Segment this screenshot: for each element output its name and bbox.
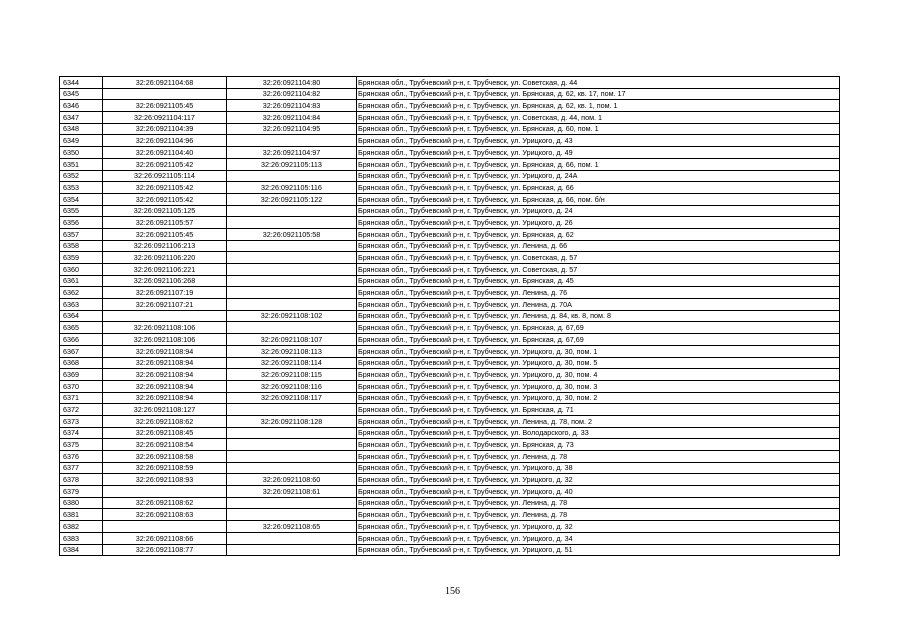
address-cell: Брянская обл., Трубчевский р-н, г. Трубчевск, ул. Ленина, д. 78 xyxy=(357,509,840,521)
row-number-cell: 6351 xyxy=(60,158,103,170)
address-cell: Брянская обл., Трубчевский р-н, г. Трубчевск, ул. Урицкого, д. 30, пом. 2 xyxy=(357,392,840,404)
object-cadastral-number-cell: 32:26:0921104:84 xyxy=(227,112,357,124)
row-number-cell: 6383 xyxy=(60,532,103,544)
row-number-cell: 6374 xyxy=(60,427,103,439)
cadastral-number-cell: 32:26:0921108:127 xyxy=(103,404,227,416)
table-row xyxy=(60,275,840,287)
table-row xyxy=(60,544,840,556)
object-cadastral-number-cell: 32:26:0921108:117 xyxy=(227,392,357,404)
cadastral-number-cell: 32:26:0921107:19 xyxy=(103,287,227,299)
table-row xyxy=(60,112,840,124)
cadastral-number-cell: 32:26:0921106:221 xyxy=(103,264,227,276)
row-number-cell: 6380 xyxy=(60,497,103,509)
object-cadastral-number-cell xyxy=(227,497,357,509)
cadastral-number-cell: 32:26:0921108:66 xyxy=(103,532,227,544)
object-cadastral-number-cell: 32:26:0921104:95 xyxy=(227,123,357,135)
row-number-cell: 6359 xyxy=(60,252,103,264)
address-cell: Брянская обл., Трубчевский р-н, г. Трубчевск, ул. Ленина, д. 78 xyxy=(357,451,840,463)
cadastral-number-cell: 32:26:0921104:96 xyxy=(103,135,227,147)
cadastral-number-cell: 32:26:0921105:114 xyxy=(103,170,227,182)
row-number-cell: 6344 xyxy=(60,77,103,89)
row-number-cell: 6366 xyxy=(60,334,103,346)
address-cell: Брянская обл., Трубчевский р-н, г. Трубчевск, ул. Урицкого, д. 51 xyxy=(357,544,840,556)
object-cadastral-number-cell xyxy=(227,240,357,252)
address-cell: Брянская обл., Трубчевский р-н, г. Трубчевск, ул. Урицкого, д. 49 xyxy=(357,147,840,159)
row-number-cell: 6350 xyxy=(60,147,103,159)
row-number-cell: 6381 xyxy=(60,509,103,521)
object-cadastral-number-cell: 32:26:0921108:102 xyxy=(227,310,357,322)
table-row xyxy=(60,77,840,89)
page-number: 156 xyxy=(445,586,460,597)
table-row xyxy=(60,404,840,416)
table-row xyxy=(60,486,840,498)
row-number-cell: 6349 xyxy=(60,135,103,147)
row-number-cell: 6361 xyxy=(60,275,103,287)
object-cadastral-number-cell xyxy=(227,252,357,264)
row-number-cell: 6377 xyxy=(60,462,103,474)
cadastral-number-cell: 32:26:0921108:94 xyxy=(103,369,227,381)
object-cadastral-number-cell xyxy=(227,439,357,451)
object-cadastral-number-cell: 32:26:0921105:122 xyxy=(227,193,357,205)
object-cadastral-number-cell xyxy=(227,264,357,276)
table-row xyxy=(60,380,840,392)
address-cell: Брянская обл., Трубчевский р-н, г. Трубчевск, ул. Брянская, д. 45 xyxy=(357,275,840,287)
object-cadastral-number-cell xyxy=(227,170,357,182)
table-row xyxy=(60,88,840,100)
address-cell: Брянская обл., Трубчевский р-н, г. Трубчевск, ул. Брянская, д. 73 xyxy=(357,439,840,451)
cadastral-number-cell: 32:26:0921108:93 xyxy=(103,474,227,486)
table-row xyxy=(60,322,840,334)
row-number-cell: 6348 xyxy=(60,123,103,135)
object-cadastral-number-cell: 32:26:0921108:128 xyxy=(227,415,357,427)
table-row xyxy=(60,509,840,521)
object-cadastral-number-cell xyxy=(227,451,357,463)
row-number-cell: 6347 xyxy=(60,112,103,124)
table-row xyxy=(60,474,840,486)
property-table-body xyxy=(60,77,840,556)
address-cell: Брянская обл., Трубчевский р-н, г. Трубчевск, ул. Урицкого, д. 24А xyxy=(357,170,840,182)
row-number-cell: 6346 xyxy=(60,100,103,112)
row-number-cell: 6358 xyxy=(60,240,103,252)
object-cadastral-number-cell: 32:26:0921105:113 xyxy=(227,158,357,170)
cadastral-number-cell xyxy=(103,310,227,322)
cadastral-number-cell: 32:26:0921105:45 xyxy=(103,228,227,240)
address-cell: Брянская обл., Трубчевский р-н, г. Трубчевск, ул. Урицкого, д. 30, пом. 1 xyxy=(357,345,840,357)
table-row xyxy=(60,462,840,474)
object-cadastral-number-cell xyxy=(227,462,357,474)
row-number-cell: 6360 xyxy=(60,264,103,276)
object-cadastral-number-cell xyxy=(227,217,357,229)
table-row xyxy=(60,345,840,357)
table-row xyxy=(60,264,840,276)
address-cell: Брянская обл., Трубчевский р-н, г. Трубчевск, ул. Урицкого, д. 30, пом. 3 xyxy=(357,380,840,392)
table-row xyxy=(60,299,840,311)
address-cell: Брянская обл., Трубчевский р-н, г. Трубчевск, ул. Брянская, д. 62, кв. 1, пом. 1 xyxy=(357,100,840,112)
row-number-cell: 6376 xyxy=(60,451,103,463)
table-row xyxy=(60,123,840,135)
table-row xyxy=(60,240,840,252)
table-row xyxy=(60,170,840,182)
cadastral-number-cell: 32:26:0921105:45 xyxy=(103,100,227,112)
table-row xyxy=(60,310,840,322)
cadastral-number-cell: 32:26:0921108:106 xyxy=(103,322,227,334)
object-cadastral-number-cell xyxy=(227,135,357,147)
row-number-cell: 6367 xyxy=(60,345,103,357)
cadastral-number-cell xyxy=(103,486,227,498)
cadastral-number-cell: 32:26:0921105:42 xyxy=(103,158,227,170)
row-number-cell: 6354 xyxy=(60,193,103,205)
cadastral-number-cell: 32:26:0921108:106 xyxy=(103,334,227,346)
address-cell: Брянская обл., Трубчевский р-н, г. Трубчевск, ул. Урицкого, д. 26 xyxy=(357,217,840,229)
object-cadastral-number-cell: 32:26:0921105:58 xyxy=(227,228,357,240)
address-cell: Брянская обл., Трубчевский р-н, г. Трубчевск, ул. Ленина, д. 76 xyxy=(357,287,840,299)
table-row xyxy=(60,217,840,229)
object-cadastral-number-cell: 32:26:0921108:114 xyxy=(227,357,357,369)
cadastral-number-cell: 32:26:0921108:62 xyxy=(103,497,227,509)
row-number-cell: 6373 xyxy=(60,415,103,427)
row-number-cell: 6372 xyxy=(60,404,103,416)
cadastral-number-cell xyxy=(103,88,227,100)
cadastral-number-cell: 32:26:0921105:42 xyxy=(103,182,227,194)
table-row xyxy=(60,228,840,240)
address-cell: Брянская обл., Трубчевский р-н, г. Трубчевск, ул. Ленина, д. 84, кв. 8, пом. 8 xyxy=(357,310,840,322)
row-number-cell: 6370 xyxy=(60,380,103,392)
table-row xyxy=(60,532,840,544)
row-number-cell: 6375 xyxy=(60,439,103,451)
table-row xyxy=(60,193,840,205)
object-cadastral-number-cell: 32:26:0921108:60 xyxy=(227,474,357,486)
cadastral-number-cell: 32:26:0921108:45 xyxy=(103,427,227,439)
address-cell: Брянская обл., Трубчевский р-н, г. Трубчевск, ул. Брянская, д. 66, пом. б/н xyxy=(357,193,840,205)
row-number-cell: 6379 xyxy=(60,486,103,498)
row-number-cell: 6353 xyxy=(60,182,103,194)
address-cell: Брянская обл., Трубчевский р-н, г. Трубчевск, ул. Урицкого, д. 30, пом. 4 xyxy=(357,369,840,381)
row-number-cell: 6369 xyxy=(60,369,103,381)
table-row xyxy=(60,369,840,381)
object-cadastral-number-cell xyxy=(227,205,357,217)
object-cadastral-number-cell: 32:26:0921104:80 xyxy=(227,77,357,89)
table-row xyxy=(60,357,840,369)
cadastral-number-cell: 32:26:0921108:54 xyxy=(103,439,227,451)
object-cadastral-number-cell: 32:26:0921105:116 xyxy=(227,182,357,194)
row-number-cell: 6371 xyxy=(60,392,103,404)
object-cadastral-number-cell: 32:26:0921108:115 xyxy=(227,369,357,381)
address-cell: Брянская обл., Трубчевский р-н, г. Трубчевск, ул. Брянская, д. 66, пом. 1 xyxy=(357,158,840,170)
cadastral-number-cell xyxy=(103,521,227,533)
cadastral-number-cell: 32:26:0921106:220 xyxy=(103,252,227,264)
object-cadastral-number-cell: 32:26:0921108:113 xyxy=(227,345,357,357)
address-cell: Брянская обл., Трубчевский р-н, г. Трубчевск, ул. Урицкого, д. 34 xyxy=(357,532,840,544)
table-row xyxy=(60,147,840,159)
cadastral-number-cell: 32:26:0921108:77 xyxy=(103,544,227,556)
address-cell: Брянская обл., Трубчевский р-н, г. Трубчевск, ул. Урицкого, д. 32 xyxy=(357,474,840,486)
table-row xyxy=(60,427,840,439)
row-number-cell: 6384 xyxy=(60,544,103,556)
object-cadastral-number-cell: 32:26:0921108:65 xyxy=(227,521,357,533)
row-number-cell: 6352 xyxy=(60,170,103,182)
table-row xyxy=(60,451,840,463)
row-number-cell: 6364 xyxy=(60,310,103,322)
object-cadastral-number-cell: 32:26:0921104:83 xyxy=(227,100,357,112)
row-number-cell: 6355 xyxy=(60,205,103,217)
table-row xyxy=(60,521,840,533)
object-cadastral-number-cell: 32:26:0921108:116 xyxy=(227,380,357,392)
cadastral-number-cell: 32:26:0921108:62 xyxy=(103,415,227,427)
object-cadastral-number-cell xyxy=(227,404,357,416)
cadastral-number-cell: 32:26:0921108:94 xyxy=(103,345,227,357)
table-row xyxy=(60,439,840,451)
table-row xyxy=(60,287,840,299)
object-cadastral-number-cell xyxy=(227,544,357,556)
row-number-cell: 6368 xyxy=(60,357,103,369)
object-cadastral-number-cell: 32:26:0921104:97 xyxy=(227,147,357,159)
object-cadastral-number-cell: 32:26:0921108:61 xyxy=(227,486,357,498)
cadastral-number-cell: 32:26:0921108:59 xyxy=(103,462,227,474)
table-row xyxy=(60,497,840,509)
object-cadastral-number-cell xyxy=(227,427,357,439)
address-cell: Брянская обл., Трубчевский р-н, г. Трубчевск, ул. Ленина, д. 70А xyxy=(357,299,840,311)
object-cadastral-number-cell: 32:26:0921108:107 xyxy=(227,334,357,346)
cadastral-number-cell: 32:26:0921105:125 xyxy=(103,205,227,217)
table-row xyxy=(60,392,840,404)
address-cell: Брянская обл., Трубчевский р-н, г. Трубчевск, ул. Урицкого, д. 43 xyxy=(357,135,840,147)
address-cell: Брянская обл., Трубчевский р-н, г. Трубчевск, ул. Брянская, д. 62, кв. 17, пом. 17 xyxy=(357,88,840,100)
row-number-cell: 6382 xyxy=(60,521,103,533)
address-cell: Брянская обл., Трубчевский р-н, г. Трубчевск, ул. Урицкого, д. 38 xyxy=(357,462,840,474)
table-row xyxy=(60,252,840,264)
cadastral-number-cell: 32:26:0921104:117 xyxy=(103,112,227,124)
object-cadastral-number-cell: 32:26:0921104:82 xyxy=(227,88,357,100)
table-row xyxy=(60,415,840,427)
table-row xyxy=(60,182,840,194)
cadastral-number-cell: 32:26:0921104:68 xyxy=(103,77,227,89)
row-number-cell: 6365 xyxy=(60,322,103,334)
row-number-cell: 6363 xyxy=(60,299,103,311)
cadastral-number-cell: 32:26:0921108:94 xyxy=(103,380,227,392)
address-cell: Брянская обл., Трубчевский р-н, г. Трубчевск, ул. Советская, д. 44 xyxy=(357,77,840,89)
object-cadastral-number-cell xyxy=(227,532,357,544)
address-cell: Брянская обл., Трубчевский р-н, г. Трубчевск, ул. Брянская, д. 66 xyxy=(357,182,840,194)
cadastral-number-cell: 32:26:0921107:21 xyxy=(103,299,227,311)
cadastral-number-cell: 32:26:0921104:39 xyxy=(103,123,227,135)
cadastral-number-cell: 32:26:0921104:40 xyxy=(103,147,227,159)
row-number-cell: 6345 xyxy=(60,88,103,100)
address-cell: Брянская обл., Трубчевский р-н, г. Трубчевск, ул. Урицкого, д. 24 xyxy=(357,205,840,217)
address-cell: Брянская обл., Трубчевский р-н, г. Трубчевск, ул. Брянская, д. 60, пом. 1 xyxy=(357,123,840,135)
row-number-cell: 6356 xyxy=(60,217,103,229)
address-cell: Брянская обл., Трубчевский р-н, г. Трубчевск, ул. Ленина, д. 66 xyxy=(357,240,840,252)
object-cadastral-number-cell xyxy=(227,509,357,521)
address-cell: Брянская обл., Трубчевский р-н, г. Трубчевск, ул. Брянская, д. 62 xyxy=(357,228,840,240)
table-row xyxy=(60,334,840,346)
address-cell: Брянская обл., Трубчевский р-н, г. Трубчевск, ул. Урицкого, д. 40 xyxy=(357,486,840,498)
row-number-cell: 6357 xyxy=(60,228,103,240)
object-cadastral-number-cell xyxy=(227,299,357,311)
address-cell: Брянская обл., Трубчевский р-н, г. Трубчевск, ул. Ленина, д. 78, пом. 2 xyxy=(357,415,840,427)
cadastral-number-cell: 32:26:0921108:58 xyxy=(103,451,227,463)
row-number-cell: 6362 xyxy=(60,287,103,299)
address-cell: Брянская обл., Трубчевский р-н, г. Трубчевск, ул. Советская, д. 57 xyxy=(357,264,840,276)
table-row xyxy=(60,205,840,217)
object-cadastral-number-cell xyxy=(227,322,357,334)
object-cadastral-number-cell xyxy=(227,287,357,299)
address-cell: Брянская обл., Трубчевский р-н, г. Трубчевск, ул. Брянская, д. 67,69 xyxy=(357,322,840,334)
address-cell: Брянская обл., Трубчевский р-н, г. Трубчевск, ул. Брянская, д. 67,69 xyxy=(357,334,840,346)
property-table xyxy=(59,76,840,556)
address-cell: Брянская обл., Трубчевский р-н, г. Трубчевск, ул. Володарского, д. 33 xyxy=(357,427,840,439)
cadastral-number-cell: 32:26:0921108:63 xyxy=(103,509,227,521)
cadastral-number-cell: 32:26:0921105:42 xyxy=(103,193,227,205)
cadastral-number-cell: 32:26:0921106:213 xyxy=(103,240,227,252)
address-cell: Брянская обл., Трубчевский р-н, г. Трубчевск, ул. Урицкого, д. 30, пом. 5 xyxy=(357,357,840,369)
table-row xyxy=(60,158,840,170)
cadastral-number-cell: 32:26:0921108:94 xyxy=(103,392,227,404)
row-number-cell: 6378 xyxy=(60,474,103,486)
address-cell: Брянская обл., Трубчевский р-н, г. Трубчевск, ул. Ленина, д. 78 xyxy=(357,497,840,509)
cadastral-number-cell: 32:26:0921108:94 xyxy=(103,357,227,369)
address-cell: Брянская обл., Трубчевский р-н, г. Трубчевск, ул. Советская, д. 44, пом. 1 xyxy=(357,112,840,124)
table-row xyxy=(60,100,840,112)
address-cell: Брянская обл., Трубчевский р-н, г. Трубчевск, ул. Советская, д. 57 xyxy=(357,252,840,264)
table-row xyxy=(60,135,840,147)
object-cadastral-number-cell xyxy=(227,275,357,287)
cadastral-number-cell: 32:26:0921106:268 xyxy=(103,275,227,287)
cadastral-number-cell: 32:26:0921105:57 xyxy=(103,217,227,229)
address-cell: Брянская обл., Трубчевский р-н, г. Трубчевск, ул. Брянская, д. 71 xyxy=(357,404,840,416)
address-cell: Брянская обл., Трубчевский р-н, г. Трубчевск, ул. Урицкого, д. 32 xyxy=(357,521,840,533)
